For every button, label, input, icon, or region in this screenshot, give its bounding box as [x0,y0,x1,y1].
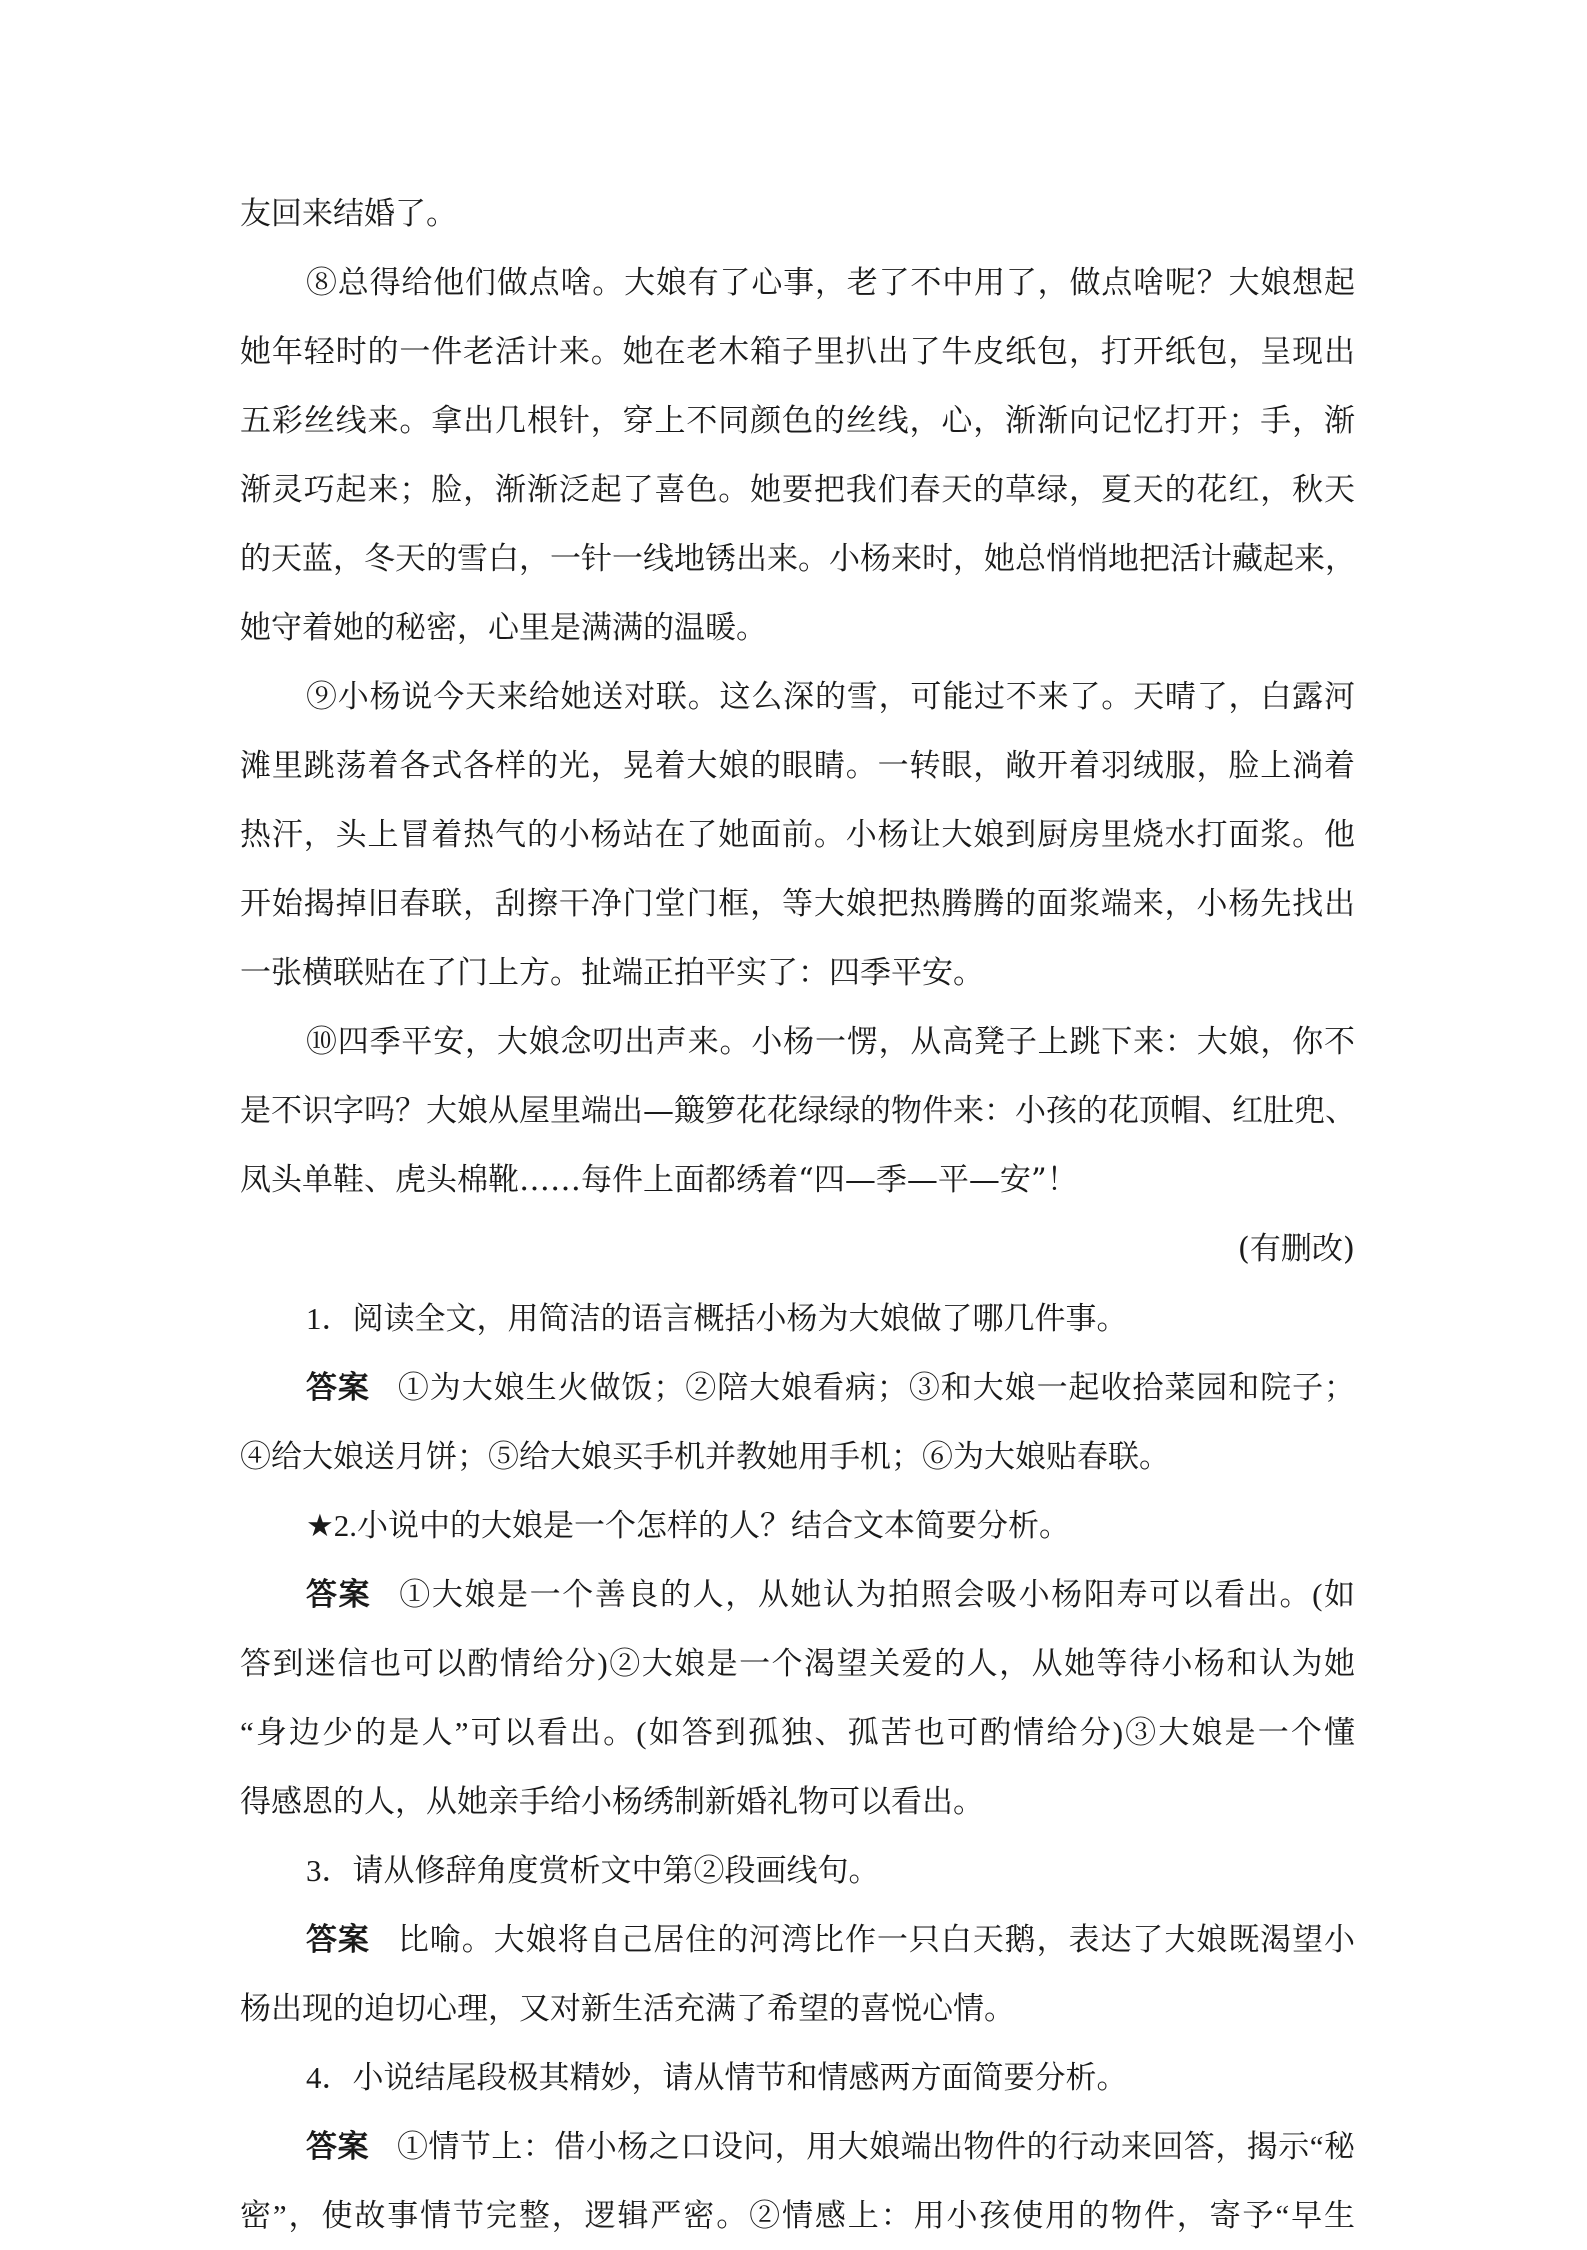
answer-label: 答案 [306,1370,370,1406]
paragraph-9 [240,663,1355,1008]
answer-2-line [240,1560,1355,1629]
document-page [240,180,1355,2250]
answer-text: ①情节上：借小杨之口设问，用大娘端出物件的行动来回答，揭示“秘 [396,2129,1355,2164]
source-note: (有删改) [1237,1231,1355,1267]
question-1: 1．阅读全文，用简洁的语言概括小杨为大娘做了哪几件事。 [306,1301,1128,1336]
answer-3-line [240,1905,1355,1974]
answer-text: ①大娘是一个善良的人，从她认为拍照会吸小杨阳寿可以看出。(如 [399,1577,1356,1612]
paragraph-line: 渐灵巧起来；脸，渐渐泛起了喜色。她要把我们春天的草绿，夏天的花红，秋天 [240,472,1355,508]
paragraph-7-tail: 友回来结婚了。 [240,196,457,232]
question-3: 3．请从修辞角度赏析文中第②段画线句。 [306,1853,880,1888]
paragraph-line: 热汗，头上冒着热气的小杨站在了她面前。小杨让大娘到厨房里烧水打面浆。他 [240,817,1355,853]
paragraph-line: 凤头单鞋、虎头棉靴……每件上面都绣着“四—季—平—安”！ [240,1162,1078,1198]
answer-4-line [240,2112,1355,2181]
paragraph-line: 开始揭掉旧春联，刮擦干净门堂门框，等大娘把热腾腾的面浆端来，小杨先找出 [240,886,1355,922]
paragraph-line: ⑧总得给他们做点啥。大娘有了心事，老了不中用了，做点啥呢？大娘想起 [306,265,1355,301]
paragraph-line: 一张横联贴在了门上方。扯端正拍平实了：四季平安。 [240,955,984,991]
answer-label: 答案 [306,2129,369,2165]
paragraph-line: 五彩丝线来。拿出几根针，穿上不同颜色的丝线，心，渐渐向记忆打开；手，渐 [240,403,1355,439]
answer-1-line: ④给大娘送月饼；⑤给大娘买手机并教她用手机；⑥为大娘贴春联。 [240,1439,1170,1474]
paragraph-line: 是不识字吗？大娘从屋里端出—簸箩花花绿绿的物件来：小孩的花顶帽、红肚兜、 [240,1093,1356,1129]
question-text: 2.小说中的大娘是一个怎样的人？结合文本简要分析。 [333,1508,1071,1543]
answer-3-line: 杨出现的迫切心理，又对新生活充满了希望的喜悦心情。 [240,1991,1015,2026]
answer-label: 答案 [306,1577,372,1613]
answer-4-line: 密”，使故事情节完整，逻辑严密。②情感上：用小孩使用的物件，寄予“早生 [240,2198,1355,2233]
paragraph-line: ⑨小杨说今天来给她送对联。这么深的雪，可能过不来了。天晴了，白露河 [306,679,1355,715]
paragraph-line: 她守着她的秘密，心里是满满的温暖。 [240,610,767,646]
question-2 [240,1491,1355,1560]
answer-label: 答案 [306,1922,370,1958]
paragraph-line: 她年轻时的一件老活计来。她在老木箱子里扒出了牛皮纸包，打开纸包，呈现出 [240,334,1355,370]
paragraph-line: 的天蓝，冬天的雪白，一针一线地锈出来。小杨来时，她总悄悄地把活计藏起来， [240,541,1356,577]
answer-text: 比喻。大娘将自己居住的河湾比作一只白天鹅，表达了大娘既渴望小 [397,1922,1356,1957]
story-text [240,180,1355,1284]
paragraph-line: 滩里跳荡着各式各样的光，晃着大娘的眼睛。一转眼，敞开着羽绒服，脸上淌着 [240,748,1355,784]
answer-2-line: 得感恩的人，从她亲手给小杨绣制新婚礼物可以看出。 [240,1784,984,1819]
questions-section [240,1284,1355,2250]
answer-2-line: 答到迷信也可以酌情给分)②大娘是一个渴望关爱的人，从她等待小杨和认为她 [240,1646,1355,1681]
paragraph-8 [240,249,1355,663]
answer-1-line [240,1353,1355,1422]
question-4: 4．小说结尾段极其精妙，请从情节和情感两方面简要分析。 [306,2060,1128,2095]
paragraph-line: ⑩四季平安，大娘念叨出声来。小杨一愣，从高凳子上跳下来：大娘，你不 [306,1024,1355,1060]
star-icon: ★ [306,1508,334,1544]
paragraph-10 [240,1008,1355,1215]
answer-2-line: “身边少的是人”可以看出。(如答到孤独、孤苦也可酌情给分)③大娘是一个懂 [240,1715,1355,1750]
answer-text: ①为大娘生火做饭；②陪大娘看病；③和大娘一起收拾菜园和院子； [397,1370,1356,1405]
